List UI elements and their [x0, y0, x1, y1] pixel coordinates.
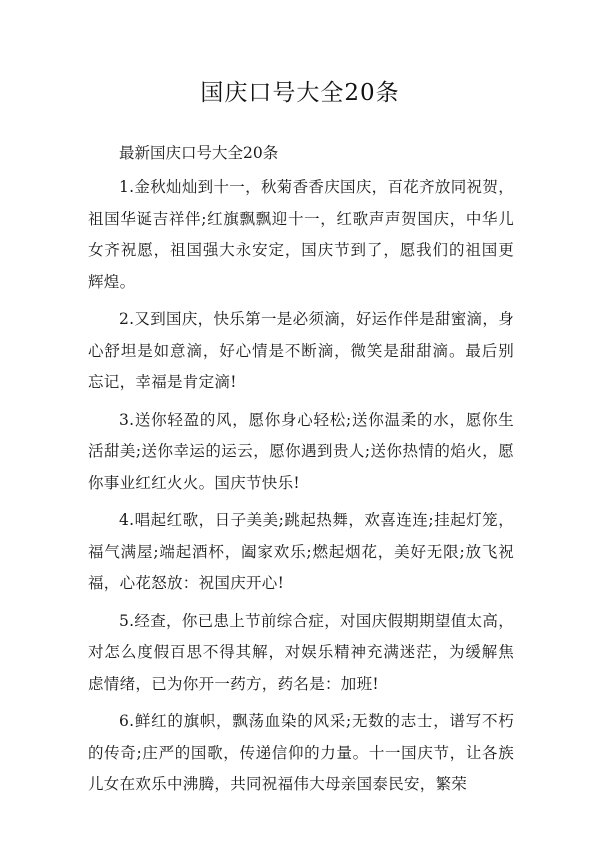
document-title: 国庆口号大全20条: [200, 80, 400, 106]
slogan-paragraph-1: 1.金秋灿灿到十一，秋菊香香庆国庆，百花齐放同祝贺，祖国华诞吉祥伴;红旗飘飘迎十一，红歌声声贺国庆，中华儿女齐祝愿，祖国强大永安定，国庆节到了，愿我们的祖国更辉煌。: [88, 178, 514, 291]
slogan-paragraph-6: 6.鲜红的旗帜，飘荡血染的风采;无数的志士，谱写不朽的传奇;庄严的国歌，传递信仰的力量。十一国庆节，让各族儿女在欢乐中沸腾，共同祝福伟大母亲国泰民安，繁荣: [88, 712, 514, 793]
slogan-paragraph-4: 4.唱起红歌，日子美美;跳起热舞，欢喜连连;挂起灯笼，福气满屋;端起酒杯，阖家欢乐;燃起烟花，美好无限;放飞祝福，心花怒放：祝国庆开心!: [88, 511, 514, 592]
document-subtitle: 最新国庆口号大全20条: [119, 144, 279, 162]
slogan-paragraph-2: 2.又到国庆，快乐第一是必须滴，好运作伴是甜蜜滴，身心舒坦是如意滴，好心情是不断滴，微笑是甜甜滴。最后别忘记，幸福是肯定滴!: [88, 310, 514, 391]
document-body: [88, 140, 514, 807]
slogan-paragraph-3: 3.送你轻盈的风，愿你身心轻松;送你温柔的水，愿你生活甜美;送你幸运的运云，愿你遇到贵人;送你热情的焰火，愿你事业红红火火。国庆节快乐!: [88, 410, 514, 492]
slogan-paragraph-5: 5.经查，你已患上节前综合症，对国庆假期期望值太高，对怎么度假百思不得其解，对娱乐精神充满迷茫，为缓解焦虑情绪，已为你开一药方，药名是：加班!: [88, 611, 514, 693]
